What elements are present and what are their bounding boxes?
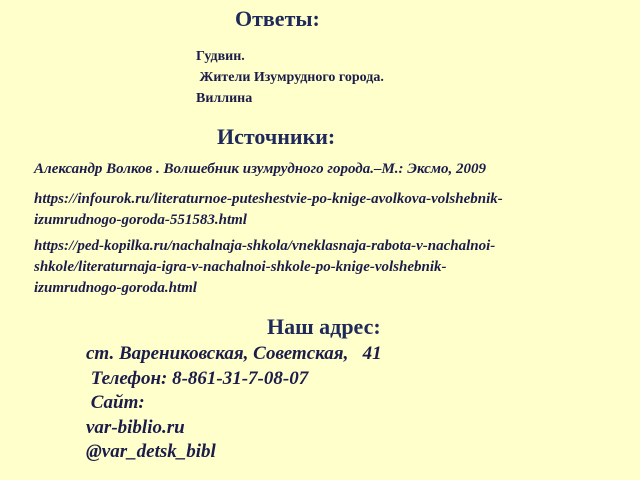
source-link-ped-kopilka[interactable] xyxy=(34,236,495,299)
site-label: Сайт: xyxy=(86,392,145,413)
answer-item: Виллина xyxy=(196,91,253,106)
social-handle[interactable]: @var_detsk_bibl xyxy=(86,441,216,462)
street-address: ст. Варениковская, Советская, 41 xyxy=(86,343,382,364)
address-heading: Наш адрес: xyxy=(267,314,381,339)
answer-item: Жители Изумрудного города. xyxy=(196,70,384,85)
site-link[interactable]: var-biblio.ru xyxy=(86,416,185,438)
link-line: shkole/literaturnaja-igra-v-nachalnoi-shkole-po-knige-volshebnik- xyxy=(34,259,447,275)
answers-list xyxy=(196,46,384,109)
source-book: Александр Волков . Волшебник изумрудного города.–М.: Эксмо, 2009 xyxy=(34,161,486,177)
link-line: https://ped-kopilka.ru/nachalnaja-shkola/vneklasnaja-rabota-v-nachalnoi- xyxy=(34,238,496,254)
sources-heading: Источники: xyxy=(217,124,336,149)
address-block xyxy=(86,342,382,465)
link-line: https://infourok.ru/literaturnoe-puteshestvie-po-knige-avolkova-volshebnik- xyxy=(34,191,503,207)
answers-heading: Ответы: xyxy=(235,6,320,31)
link-line: izumrudnogo-goroda-551583.html xyxy=(34,212,247,228)
source-link-infourok[interactable] xyxy=(34,189,503,231)
phone-number: Телефон: 8-861-31-7-08-07 xyxy=(86,367,309,389)
link-line: izumrudnogo-goroda.html xyxy=(34,280,197,296)
answer-item: Гудвин. xyxy=(196,49,245,64)
